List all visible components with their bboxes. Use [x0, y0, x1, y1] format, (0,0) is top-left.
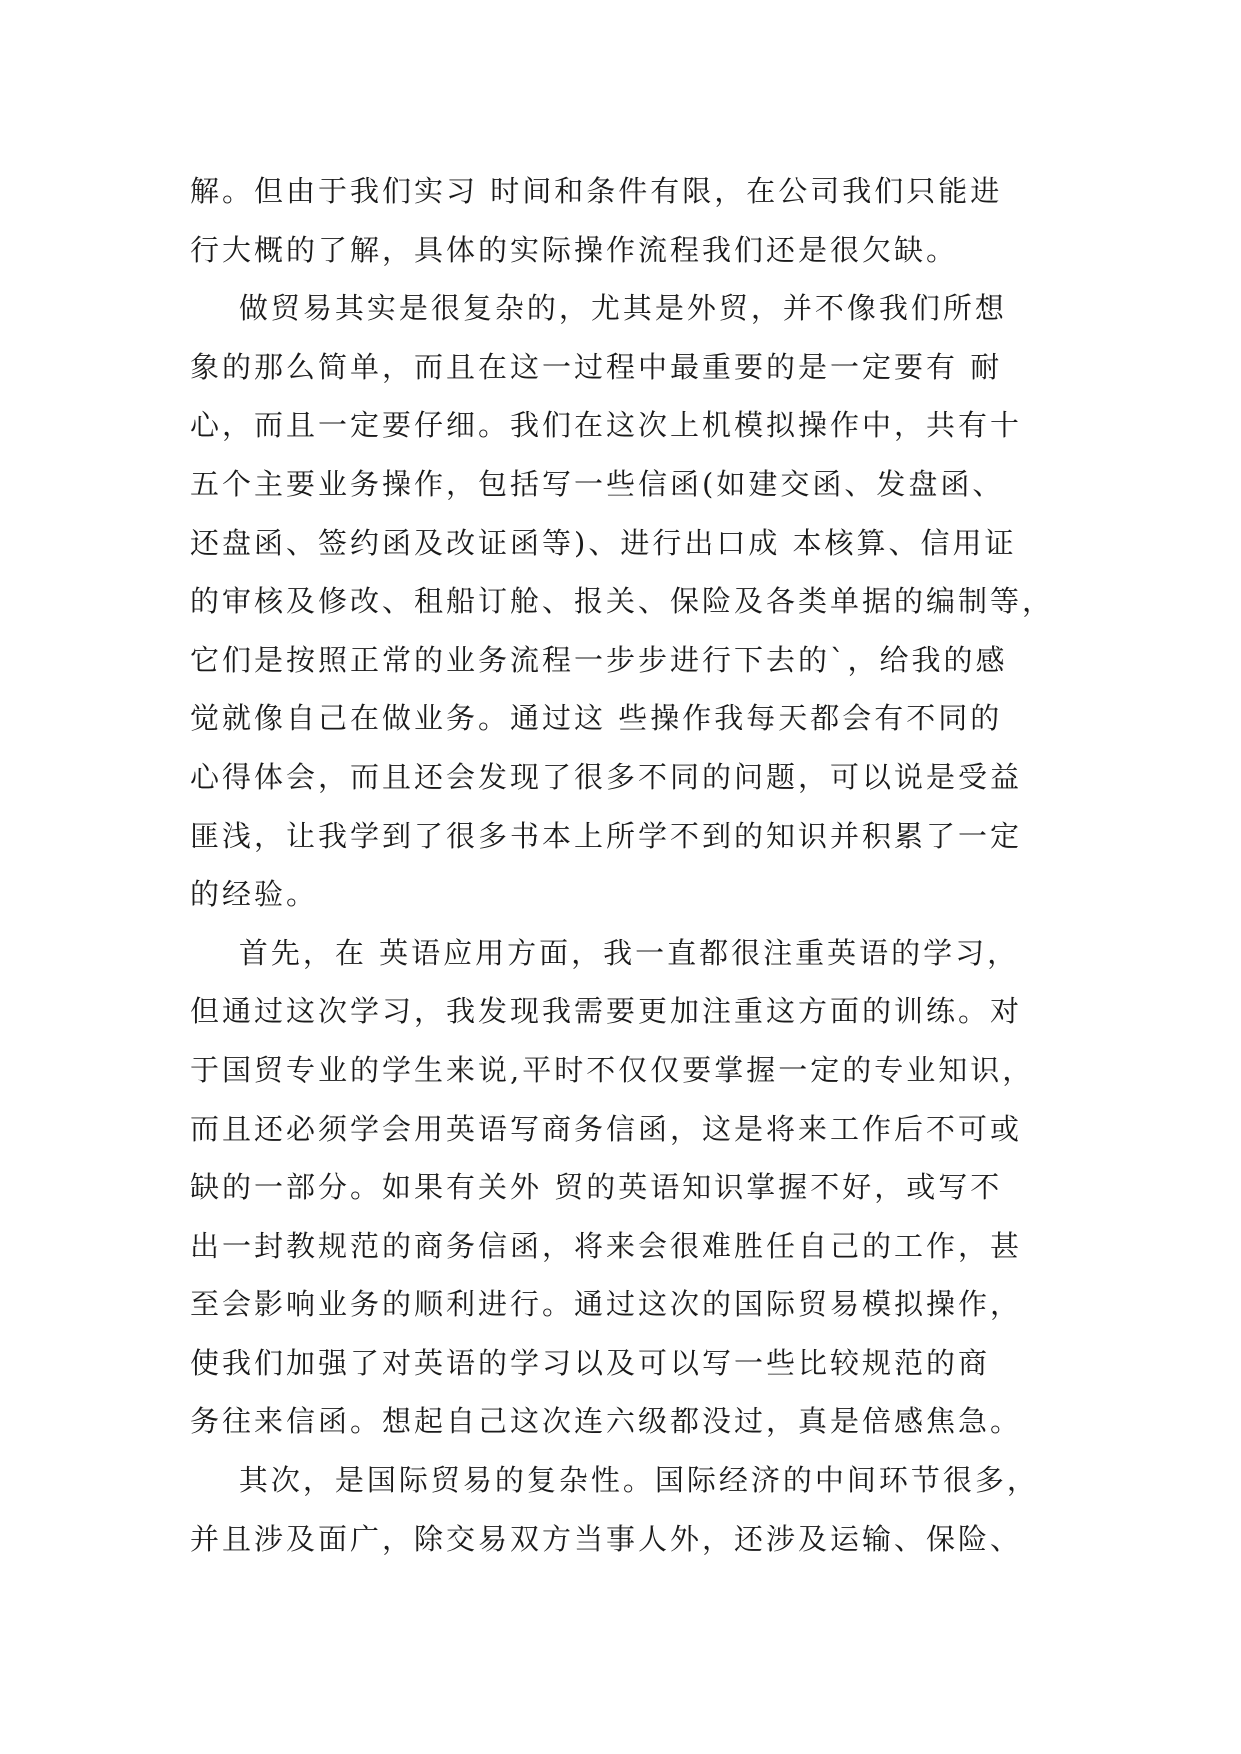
text-line: 行大概的了解，具体的实际操作流程我们还是很欠缺。	[190, 232, 959, 267]
text-line: 其次，是国际贸易的复杂性。国际经济的中间环节很多，	[190, 1463, 1039, 1498]
text-line: 的审核及修改、租船订舱、报关、保险及各类单据的编制等，	[190, 584, 1055, 619]
text-line: 缺的一部分。如果有关外 贸的英语知识掌握不好，或写不	[190, 1170, 1003, 1205]
text-line: 而且还必须学会用英语写商务信函，这是将来工作后不可或	[190, 1111, 1023, 1146]
text-line: 并且涉及面广，除交易双方当事人外，还涉及运输、保险、	[190, 1521, 1023, 1556]
text-line: 首先，在 英语应用方面，我一直都很注重英语的学习，	[190, 935, 1020, 970]
text-line: 于国贸专业的学生来说,平时不仅仅要掌握一定的专业知识，	[190, 1052, 1035, 1087]
text-line: 觉就像自己在做业务。通过这 些操作我每天都会有不同的	[190, 701, 1003, 736]
text-line: 务往来信函。想起自己这次连六级都没过，真是倍感焦急。	[190, 1404, 1023, 1439]
text-line: 五个主要业务操作，包括写一些信函(如建交函、发盘函、	[190, 466, 1005, 501]
text-line: 解。但由于我们实习 时间和条件有限，在公司我们只能进	[190, 174, 1003, 208]
text-line: 但通过这次学习，我发现我需要更加注重这方面的训练。对	[190, 994, 1023, 1029]
text-line: 的经验。	[190, 877, 319, 912]
text-line: 使我们加强了对英语的学习以及可以写一些比较规范的商	[190, 1345, 991, 1380]
text-line: 匪浅，让我学到了很多书本上所学不到的知识并积累了一定	[190, 818, 1023, 853]
text-line: 它们是按照正常的业务流程一步步进行下去的`，给我的感	[190, 642, 1008, 677]
text-line: 做贸易其实是很复杂的，尤其是外贸，并不像我们所想	[190, 291, 1007, 326]
text-line: 出一封教规范的商务信函，将来会很难胜任自己的工作，甚	[190, 1228, 1023, 1263]
text-line: 象的那么简单，而且在这一过程中最重要的是一定要有 耐	[190, 349, 1003, 384]
text-line: 心得体会，而且还会发现了很多不同的问题，可以说是受益	[190, 759, 1023, 794]
text-line: 至会影响业务的顺利进行。通过这次的国际贸易模拟操作，	[190, 1287, 1023, 1322]
text-line: 心，而且一定要仔细。我们在这次上机模拟操作中，共有十	[190, 408, 1023, 443]
text-line: 还盘函、签约函及改证函等)、进行出口成 本核算、信用证	[190, 525, 1017, 560]
body-text	[190, 162, 1070, 1568]
